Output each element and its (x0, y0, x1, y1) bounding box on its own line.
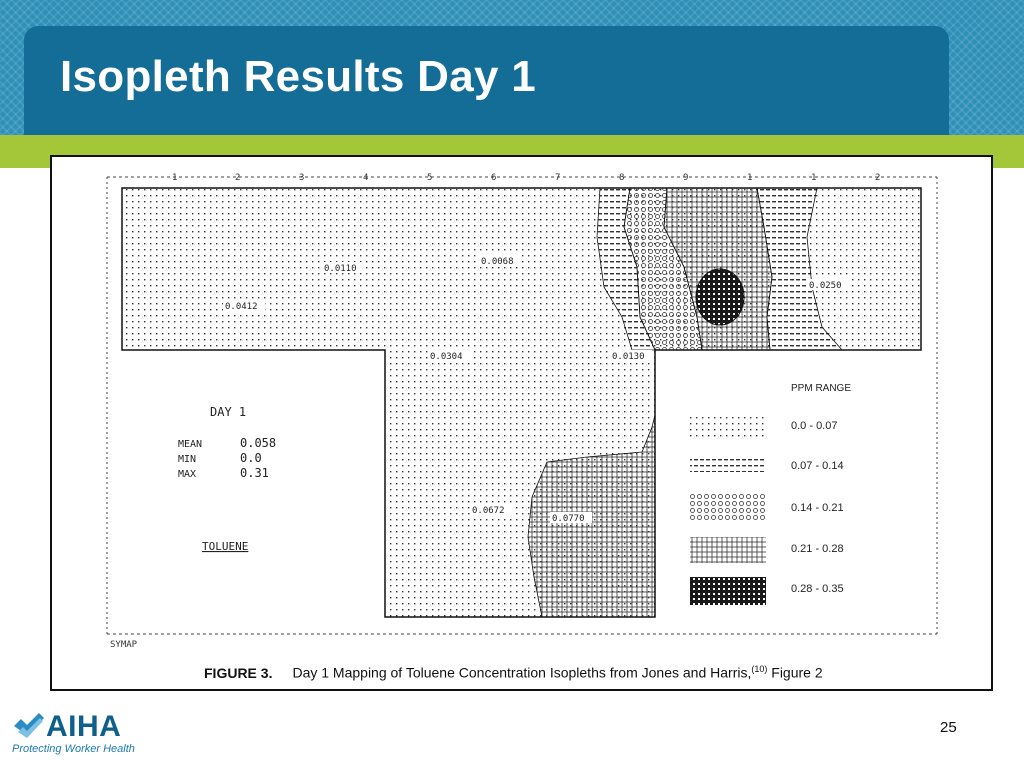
checkmark-icon (12, 710, 46, 742)
compound-label: TOLUENE (202, 540, 249, 553)
stats-value: 0.31 (240, 466, 269, 480)
map-value-label: 0.0110 (324, 264, 357, 274)
stats-value: 0.058 (240, 436, 277, 450)
caption-reference: (10) (751, 664, 768, 674)
ruler-tick: 1 (811, 173, 817, 183)
slide-title: Isopleth Results Day 1 (60, 52, 537, 101)
ruler-tick: 2 (235, 173, 241, 183)
logo-tagline: Protecting Worker Health (12, 743, 135, 755)
legend-range: 0.28 - 0.35 (791, 583, 844, 595)
stats-label: MAX (178, 469, 197, 480)
caption-text: Day 1 Mapping of Toluene Concentration Isopleths from Jones and Harris, (292, 664, 752, 681)
stats-label: MIN (178, 454, 197, 465)
stats-block (178, 405, 276, 553)
legend-swatch (690, 537, 766, 563)
ruler-tick: 1 (172, 173, 178, 183)
legend-range: 0.0 - 0.07 (791, 420, 838, 432)
ruler-tick: 2 (875, 173, 881, 183)
legend (690, 383, 851, 605)
aiha-logo (12, 710, 162, 758)
caption-tail: Figure 2 (767, 664, 823, 681)
map-value-label: 0.0412 (225, 302, 258, 312)
map-value-label: 0.0130 (612, 352, 645, 362)
ruler-tick: 7 (555, 173, 561, 183)
isopleth-map (52, 157, 991, 689)
legend-range: 0.21 - 0.28 (791, 543, 844, 555)
caption-label: FIGURE 3. (204, 664, 273, 681)
figure-frame (50, 155, 993, 691)
stats-label: MEAN (178, 439, 203, 450)
legend-title: PPM RANGE (791, 383, 852, 394)
figure-caption (204, 664, 823, 681)
legend-swatch (690, 577, 766, 605)
legend-swatch (690, 413, 766, 439)
page-number: 25 (940, 719, 957, 736)
map-value-label: 0.0250 (809, 281, 842, 291)
ruler-tick: 6 (491, 173, 497, 183)
stats-heading: DAY 1 (210, 405, 247, 419)
ruler-tick: 3 (299, 173, 305, 183)
ruler-tick: 4 (363, 173, 369, 183)
legend-range: 0.14 - 0.21 (791, 502, 844, 514)
map-value-label: 0.0068 (481, 257, 514, 267)
legend-swatch (690, 456, 766, 472)
logo-text: AIHA (46, 710, 122, 743)
map-value-label: 0.0770 (552, 514, 585, 524)
legend-swatch (690, 494, 766, 522)
legend-range: 0.07 - 0.14 (791, 460, 844, 472)
map-value-label: 0.0672 (472, 506, 505, 516)
ruler-label: SYMAP (110, 640, 138, 650)
map-value-label: 0.0304 (430, 352, 463, 362)
ruler-tick: 1 (747, 173, 753, 183)
ruler-tick: 5 (427, 173, 433, 183)
ruler-tick: 8 (619, 173, 625, 183)
ruler-tick: 9 (683, 173, 689, 183)
stats-value: 0.0 (240, 451, 262, 465)
